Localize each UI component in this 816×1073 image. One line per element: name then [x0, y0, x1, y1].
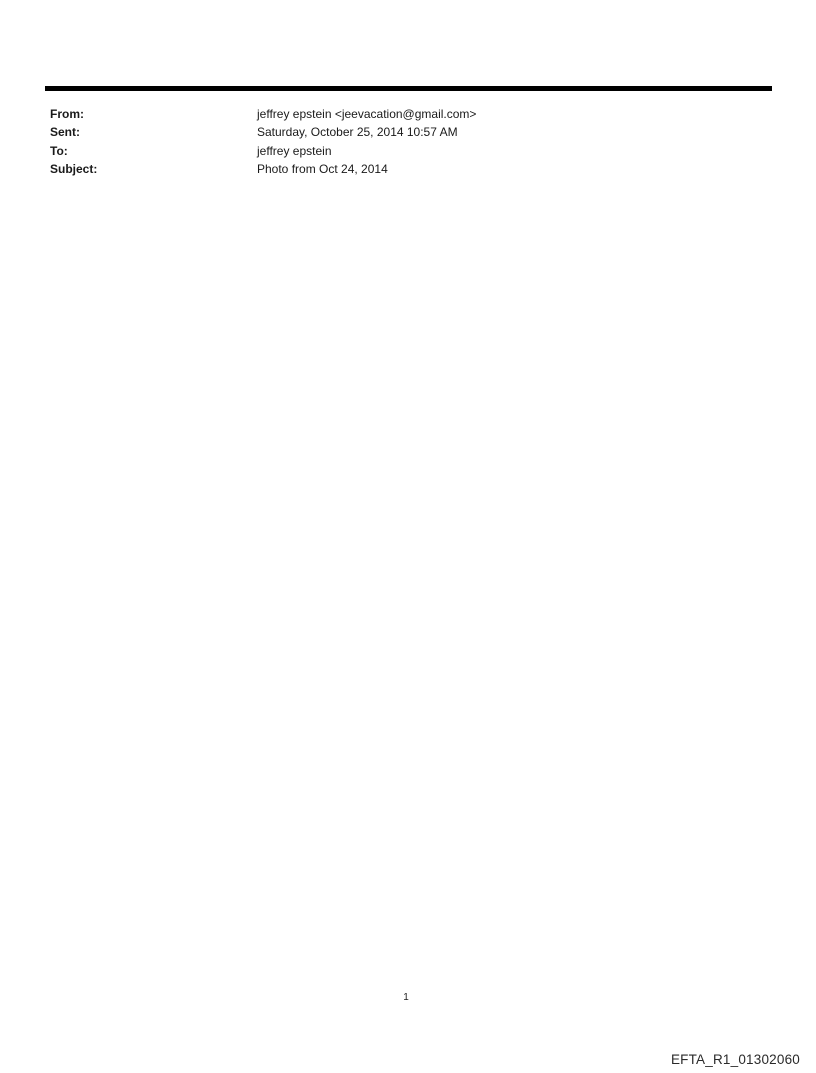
email-field-from	[50, 105, 772, 123]
page-number: 1	[403, 992, 409, 1003]
email-field-to	[50, 142, 772, 160]
email-field-value: Photo from Oct 24, 2014	[257, 161, 388, 176]
email-field-label: Subject:	[50, 161, 98, 176]
email-field-value: Saturday, October 25, 2014 10:57 AM	[257, 125, 458, 140]
header-divider-rule	[45, 86, 772, 91]
email-field-value: jeffrey epstein <jeevacation@gmail.com>	[257, 107, 477, 121]
email-field-sent	[50, 123, 772, 141]
email-field-subject	[50, 160, 772, 178]
email-field-label: To:	[50, 143, 68, 158]
email-field-value: jeffrey epstein	[257, 143, 332, 158]
bates-stamp: EFTA_R1_01302060	[670, 1052, 800, 1067]
email-field-label: Sent:	[50, 125, 80, 140]
email-field-label: From:	[50, 107, 84, 121]
email-header-block	[50, 105, 772, 178]
